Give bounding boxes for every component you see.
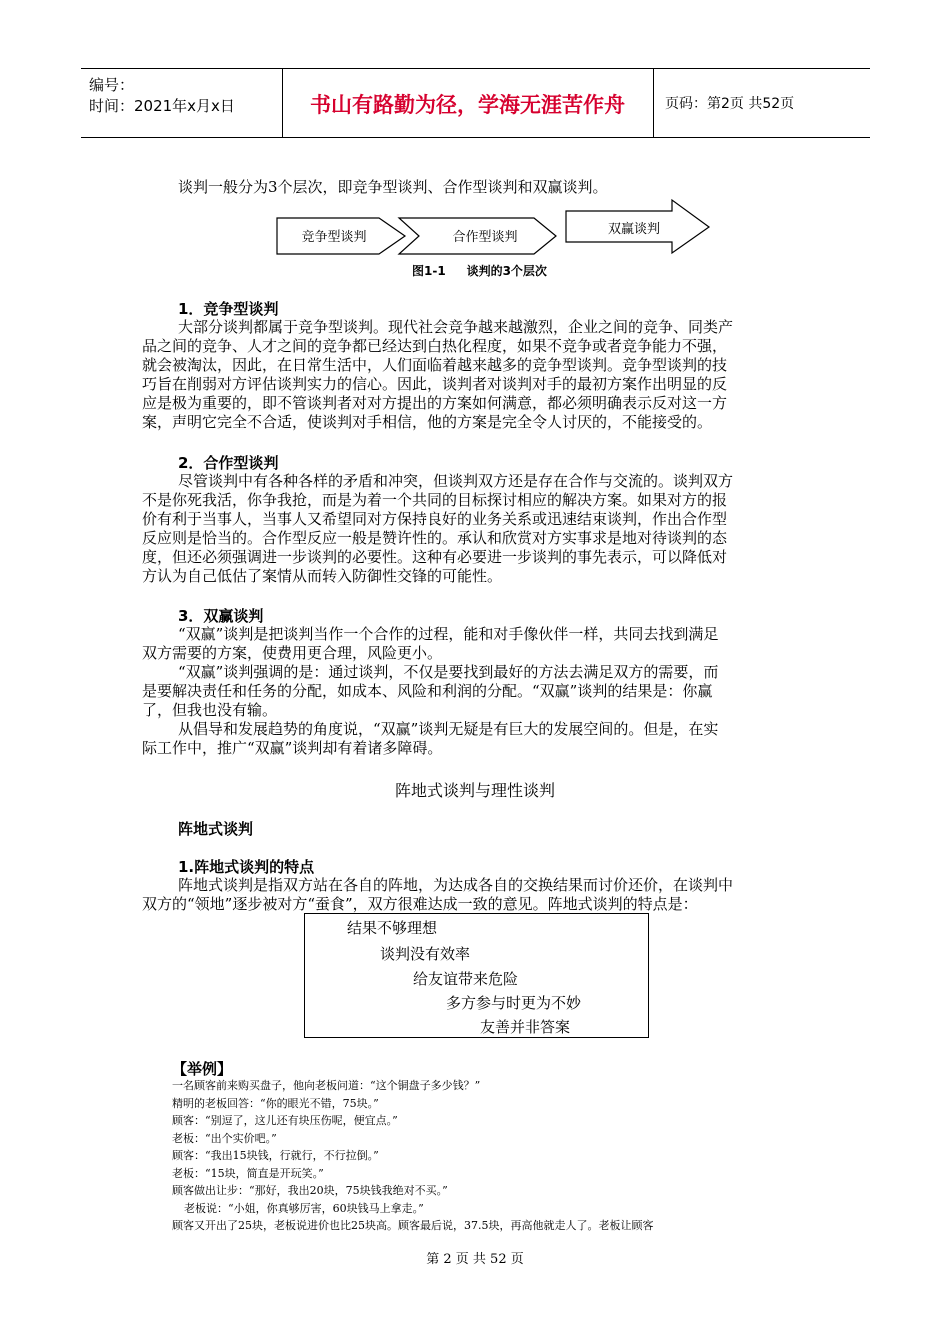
paragraph-line: 品之间的竞争、人才之间的竞争都已经达到白热化程度，如果不竞争或者竞争能力不强， <box>142 337 728 355</box>
example-body <box>172 1077 653 1235</box>
subsection-title: 阵地式谈判 <box>178 820 254 838</box>
page-footer: 第 2 页 共 52 页 <box>426 1252 524 1267</box>
paragraph-line: 巧旨在削弱对方评估谈判实力的信心。因此，谈判者对谈判对手的最初方案作出明显的反 <box>142 375 728 393</box>
paragraph-line: 价有利于当事人，当事人又希望同对方保持良好的业务关系或迅速结束谈判，作出合作型 <box>142 510 728 528</box>
paragraph-line: 是要解决责任和任务的分配，如成本、风险和利润的分配。“双赢”谈判的结果是：你赢 <box>142 682 713 700</box>
section-4-body <box>142 876 733 914</box>
example-line: 顾客又开出了25块，老板说进价也比25块高。顾客最后说，37.5块，再高他就走人了。老板让顾客 <box>172 1219 654 1232</box>
feature-item: 谈判没有效率 <box>380 945 471 963</box>
header-page-label: 页码：第2页 共52页 <box>665 96 795 112</box>
section-1-title: 1．竞争型谈判 <box>178 300 279 318</box>
paragraph-line: 尽管谈判中有各种各样的矛盾和冲突，但谈判双方还是存在合作与交流的。谈判双方 <box>178 472 734 490</box>
diagram-step-2: 合作型谈判 <box>452 230 518 245</box>
levels-diagram <box>276 198 716 260</box>
paragraph-line: 双方的“领地”逐步被对方“蚕食”，双方很难达成一致的意见。阵地式谈判的特点是： <box>142 895 698 913</box>
paragraph-line: 就会被淘汰，因此，在日常生活中，人们面临着越来越多的竞争型谈判。竞争型谈判的技 <box>142 356 728 374</box>
paragraph-line: 不是你死我活，你争我抢，而是为着一个共同的目标探讨相应的解决方案。如果对方的报 <box>142 491 728 509</box>
example-line: 顾客做出让步：“那好，我出20块，75块钱我绝对不买。” <box>172 1184 448 1197</box>
header-motto: 书山有路勤为径，学海无涯苦作舟 <box>310 93 625 117</box>
diagram-step-1: 竞争型谈判 <box>301 230 367 245</box>
paragraph-line: 阵地式谈判是指双方站在各自的阵地，为达成各自的交换结果而讨价还价，在谈判中 <box>178 876 734 894</box>
section-4-title: 1.阵地式谈判的特点 <box>178 858 315 876</box>
paragraph-line: 大部分谈判都属于竞争型谈判。现代社会竞争越来越激烈，企业之间的竞争、同类产 <box>178 318 734 336</box>
example-line: 老板：“出个实价吧。” <box>172 1131 277 1145</box>
feature-item: 给友谊带来危险 <box>413 970 519 988</box>
section-2-title: 2．合作型谈判 <box>178 454 279 472</box>
feature-item: 结果不够理想 <box>347 919 438 937</box>
paragraph-line: 度，但还必须强调进一步谈判的必要性。这种有必要进一步谈判的事先表示，可以降低对 <box>142 548 728 566</box>
intro-paragraph: 谈判一般分为3个层次，即竞争型谈判、合作型谈判和双赢谈判。 <box>178 178 608 196</box>
section-2-body <box>142 472 733 586</box>
paragraph-line: 从倡导和发展趋势的角度说，“双赢”谈判无疑是有巨大的发展空间的。但是，在实 <box>178 720 719 738</box>
paragraph-line: 方认为自己低估了案情从而转入防御性交锋的可能性。 <box>142 567 503 585</box>
paragraph-line: 了，但我也没有输。 <box>142 701 278 719</box>
section-1-body <box>142 318 733 432</box>
header-divider <box>653 69 654 137</box>
feature-item: 多方参与时更为不妙 <box>446 994 582 1012</box>
number-label: 编号： <box>89 76 135 94</box>
features-box <box>304 913 649 1038</box>
example-line: 一名顾客前来购买盘子，他向老板问道：“这个铜盘子多少钱？” <box>172 1079 481 1092</box>
feature-item: 友善并非答案 <box>480 1018 571 1036</box>
paragraph-line: “双赢”谈判是把谈判当作一个合作的过程，能和对手像伙伴一样，共同去找到满足 <box>178 625 719 643</box>
header-meta <box>89 75 235 117</box>
diagram-step-3: 双赢谈判 <box>607 222 661 237</box>
example-line: 顾客：“我出15块钱，行就行，不行拉倒。” <box>172 1149 379 1162</box>
date-label: 时间：2021年x月x日 <box>89 97 235 115</box>
paragraph-line: “双赢”谈判强调的是：通过谈判，不仅是要找到最好的方法去满足双方的需要，而 <box>178 663 719 681</box>
paragraph-line: 际工作中，推广“双赢”谈判却有着诸多障碍。 <box>142 739 443 757</box>
chapter-title: 阵地式谈判与理性谈判 <box>394 781 555 800</box>
paragraph-line: 案，声明它完全不合适，使谈判对手相信，他的方案是完全令人讨厌的，不能接受的。 <box>142 413 713 431</box>
paragraph-line: 反应则是恰当的。合作型反应一般是赞许性的。承认和欣赏对方实事求是地对待谈判的态 <box>142 529 728 547</box>
example-line: 顾客：“别逗了，这儿还有块压伤呢，便宜点。” <box>172 1114 398 1127</box>
paragraph-line: 双方需要的方案，使费用更合理，风险更小。 <box>142 644 443 662</box>
example-line: 老板说：“小姐，你真够厉害，60块钱马上拿走。” <box>184 1201 424 1215</box>
section-3-title: 3．双赢谈判 <box>178 607 264 625</box>
example-title: 【举例】 <box>172 1060 233 1078</box>
page-header <box>81 68 870 138</box>
diagram-caption: 图1-1 谈判的3个层次 <box>412 264 547 278</box>
example-line: 精明的老板回答：“你的眼光不错，75块。” <box>172 1096 379 1110</box>
paragraph-line: 应是极为重要的，即不管谈判者对对方提出的方案如何满意，都必须明确表示反对这一方 <box>142 394 728 412</box>
section-3-body <box>142 625 718 758</box>
example-line: 老板：“15块，简直是开玩笑。” <box>172 1166 324 1180</box>
